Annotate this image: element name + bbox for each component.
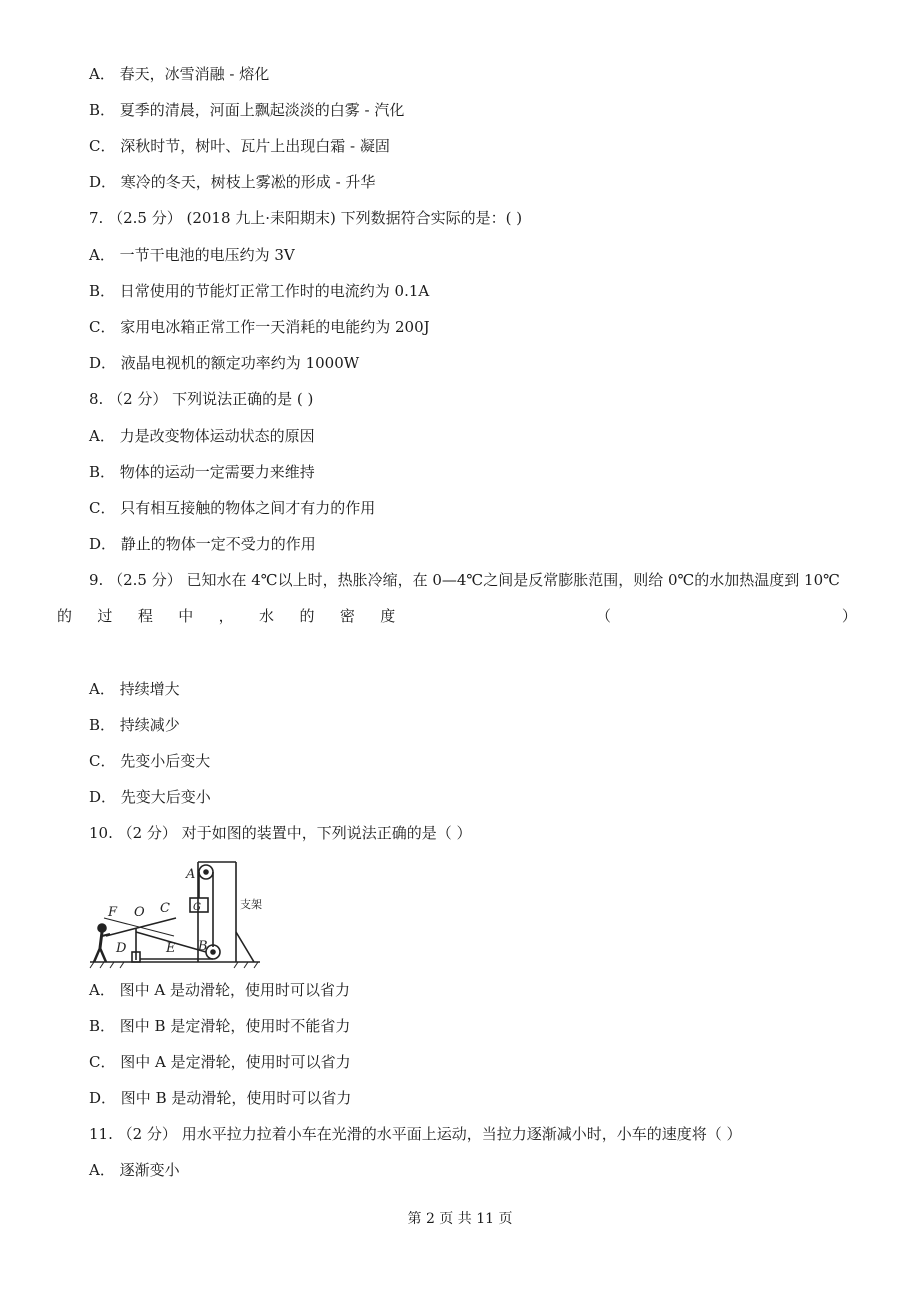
ground-hatch — [90, 962, 258, 968]
label-o: O — [134, 905, 145, 920]
label-stand: 支架 — [240, 898, 262, 911]
q6-option-b: B． 夏季的清晨，河面上飘起淡淡的白雾 - 汽化 — [89, 101, 405, 119]
q10-option-a: A． 图中 A 是动滑轮，使用时可以省力 — [89, 981, 350, 999]
stand-brace — [236, 932, 254, 962]
q9-open-paren: （ — [596, 607, 612, 625]
q8-option-c: C． 只有相互接触的物体之间才有力的作用 — [89, 499, 376, 517]
q9-word: 的 — [57, 607, 73, 625]
q9-word: 度 — [380, 607, 396, 625]
q9-word: 水 — [259, 607, 275, 625]
q9-word: 中 — [178, 607, 194, 625]
q9-word: 密 — [339, 607, 355, 625]
person-head — [98, 924, 106, 932]
q6-option-c: C． 深秋时节，树叶、瓦片上出现白霜 - 凝固 — [89, 137, 390, 155]
page-footer: 第 2 页 共 11 页 — [407, 1211, 513, 1227]
q10-stem: 10. （2 分） 对于如图的装置中，下列说法正确的是（ ） — [89, 824, 472, 842]
label-e: E — [166, 941, 176, 956]
q9-stem-continuation — [57, 606, 857, 626]
label-b: B — [198, 939, 208, 954]
label-g: G — [193, 902, 201, 913]
person-leg-1 — [94, 948, 100, 962]
q10-option-b: B． 图中 B 是定滑轮，使用时不能省力 — [89, 1017, 351, 1035]
q9-option-a: A． 持续增大 — [89, 680, 180, 698]
person-body — [100, 932, 102, 948]
q7-option-b: B． 日常使用的节能灯正常工作时的电流约为 0.1A — [89, 282, 430, 300]
q8-stem: 8. （2 分） 下列说法正确的是 ( ) — [89, 390, 314, 408]
label-d: D — [116, 941, 127, 956]
person-leg-2 — [100, 948, 106, 962]
q9-word: 过 — [97, 607, 113, 625]
pulley-b-axle — [211, 950, 215, 954]
q9-option-d: D． 先变大后变小 — [89, 788, 211, 806]
q9-stem: 9. （2.5 分） 已知水在 4℃以上时，热胀冷缩，在 0—4℃之间是反常膨胀范围，则给 0℃的水加热温度到 10℃ — [89, 571, 840, 589]
pulley-lever-diagram — [88, 852, 264, 970]
q10-option-c: C． 图中 A 是定滑轮，使用时可以省力 — [89, 1053, 351, 1071]
q11-option-a: A． 逐渐变小 — [89, 1161, 180, 1179]
q8-option-b: B． 物体的运动一定需要力来维持 — [89, 463, 315, 481]
q10-option-d: D． 图中 B 是动滑轮，使用时可以省力 — [89, 1089, 352, 1107]
label-c: C — [160, 901, 170, 916]
q7-option-d: D． 液晶电视机的额定功率约为 1000W — [89, 354, 360, 372]
q9-close-paren: ） — [841, 607, 857, 625]
q9-option-b: B． 持续减少 — [89, 716, 180, 734]
q7-option-c: C． 家用电冰箱正常工作一天消耗的电能约为 200J — [89, 318, 430, 336]
q6-option-a: A． 春天，冰雪消融 - 熔化 — [89, 65, 270, 83]
q9-option-c: C． 先变小后变大 — [89, 752, 211, 770]
q8-option-a: A． 力是改变物体运动状态的原因 — [89, 427, 315, 445]
q9-word: 的 — [299, 607, 315, 625]
q7-stem: 7. （2.5 分） (2018 九上·耒阳期末) 下列数据符合实际的是：( ) — [89, 209, 523, 227]
q11-stem: 11. （2 分） 用水平拉力拉着小车在光滑的水平面上运动，当拉力逐渐减小时，小车的速度将（ ） — [89, 1125, 742, 1143]
label-f: F — [108, 905, 118, 920]
q7-option-a: A． 一节干电池的电压约为 3V — [89, 246, 295, 264]
q9-word: ， — [218, 607, 234, 625]
q9-word: 程 — [137, 607, 153, 625]
pulley-a-axle — [204, 870, 208, 874]
q6-option-d: D． 寒冷的冬天，树枝上雾凇的形成 - 升华 — [89, 173, 376, 191]
q8-option-d: D． 静止的物体一定不受力的作用 — [89, 535, 316, 553]
label-a: A — [186, 867, 196, 882]
